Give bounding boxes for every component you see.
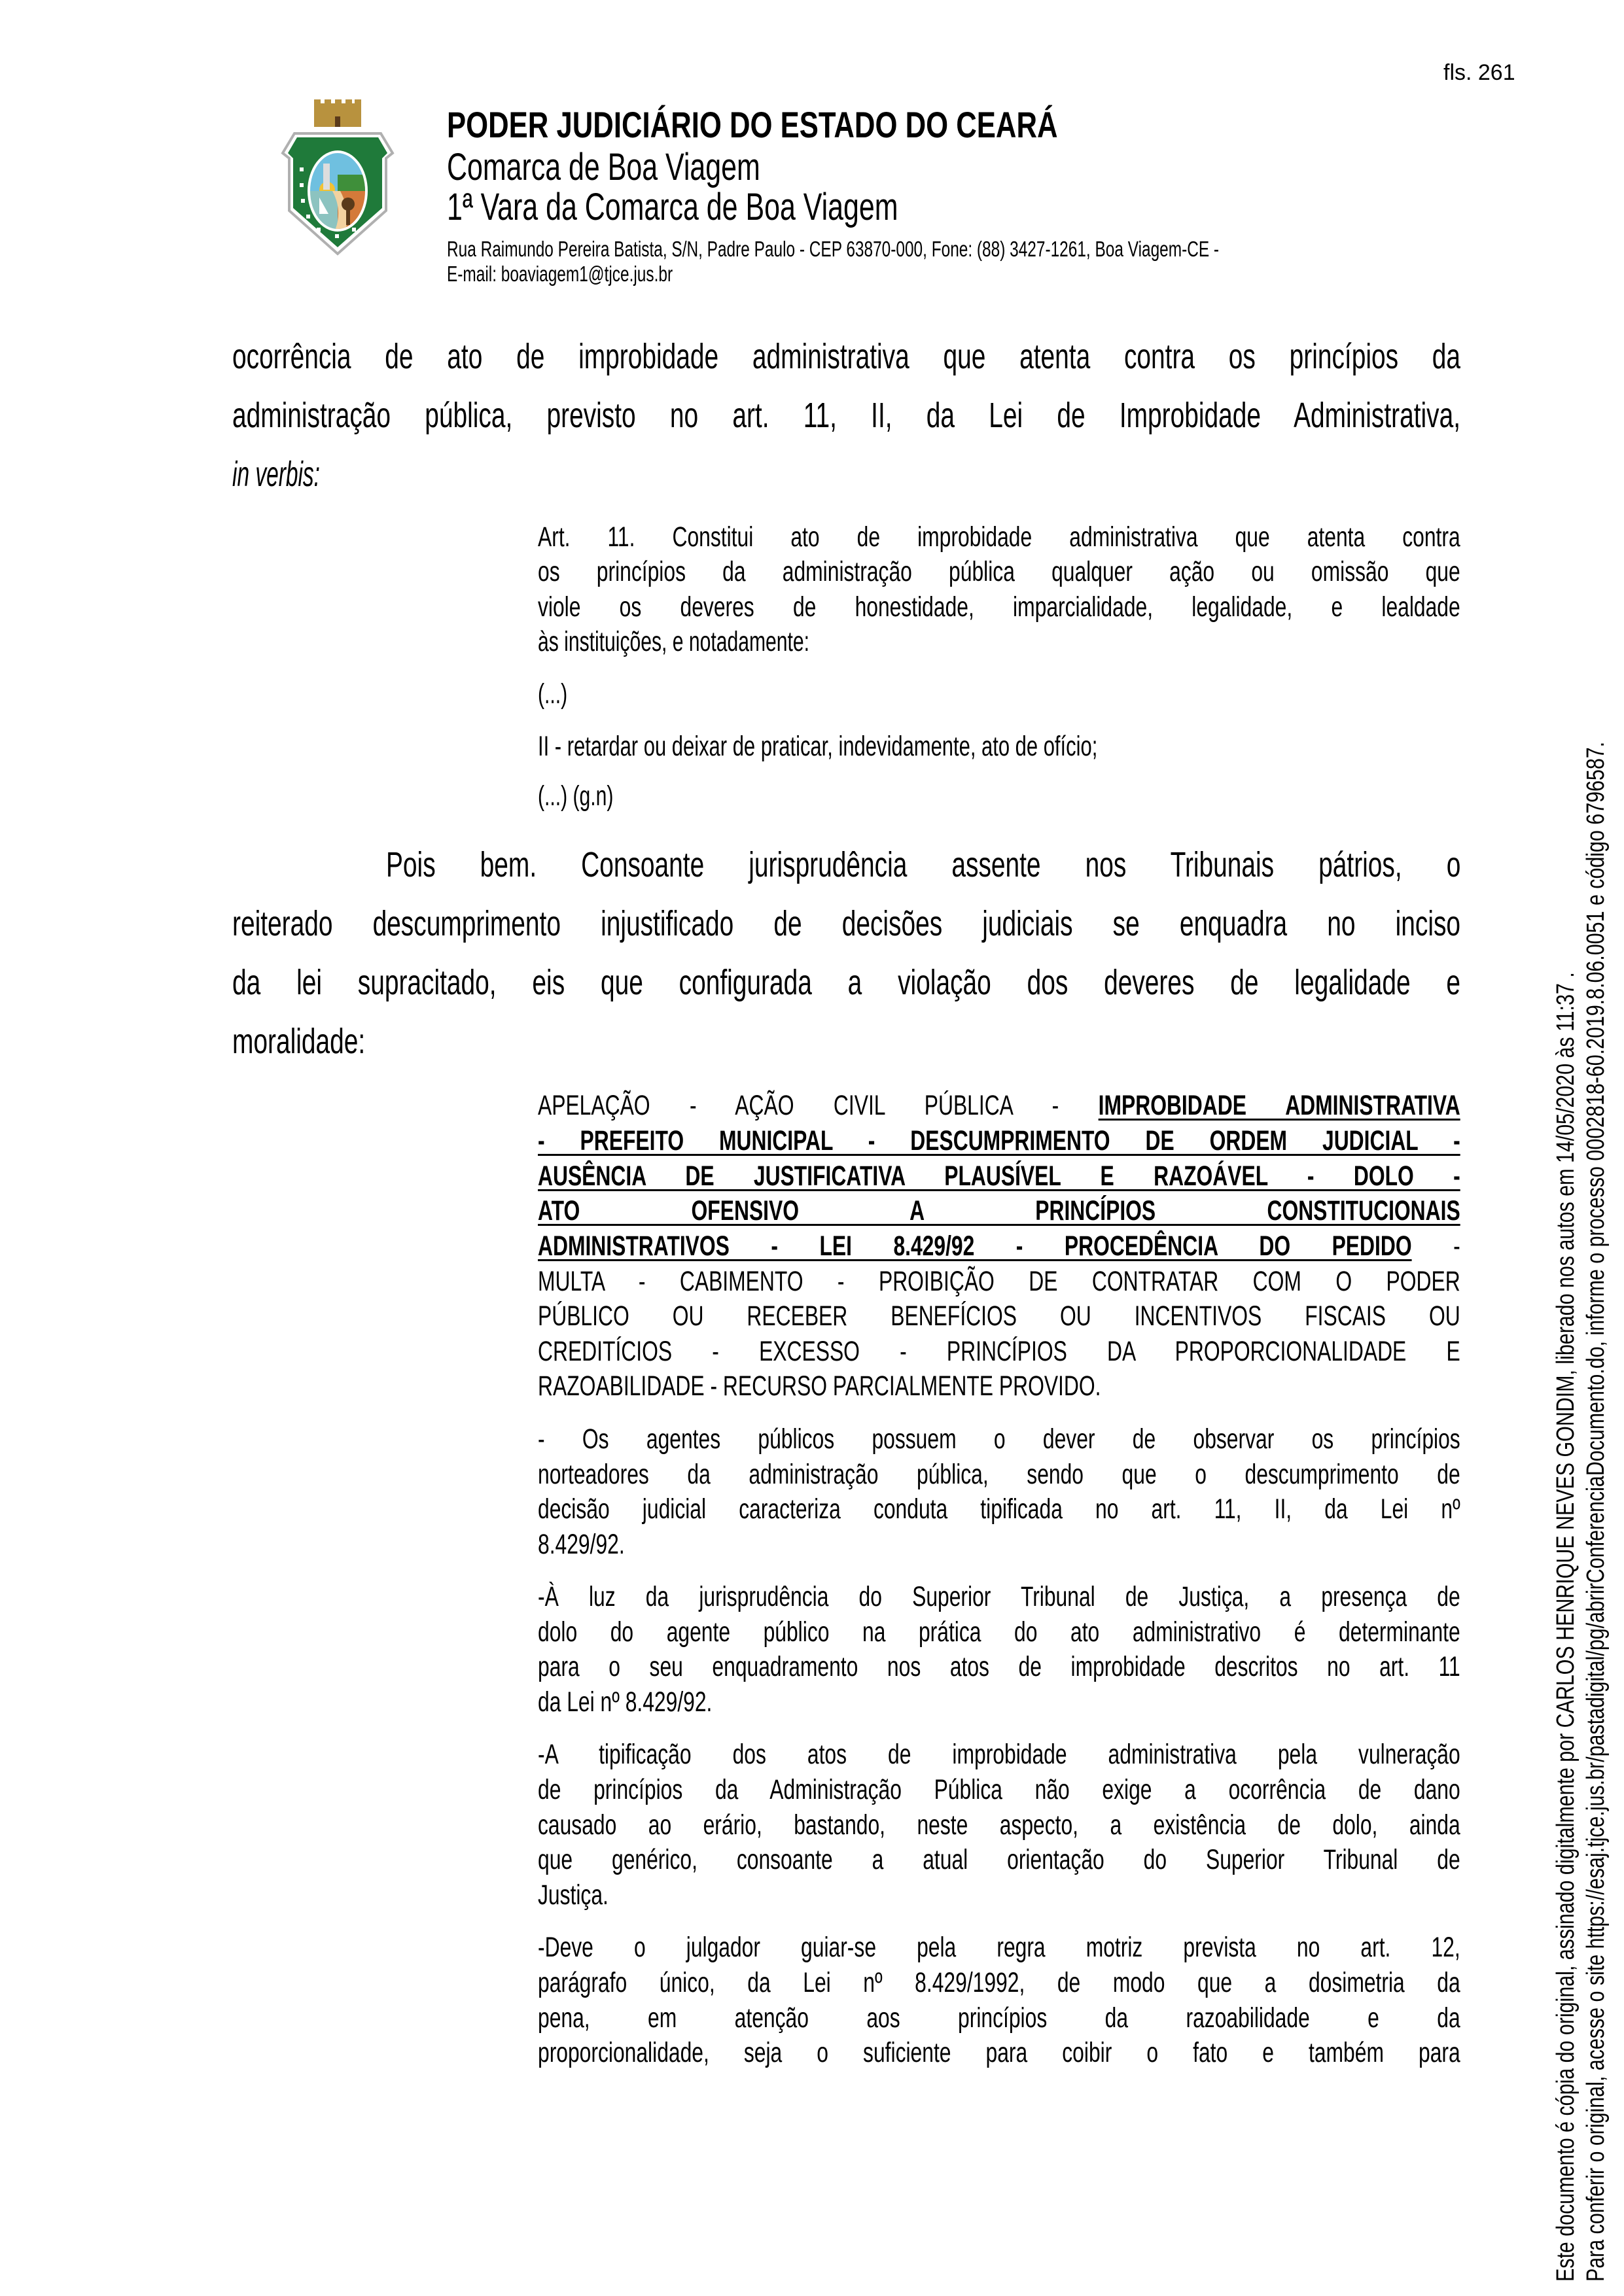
ementa-item-line: proporcionalidade, seja o suficiente para coibir o fato e também para [538, 2037, 1460, 2068]
ementa-item-line: que genérico, consoante a atual orientação do Superior Tribunal de [538, 1844, 1460, 1875]
ementa-item-line: -Deve o julgador guiar-se pela regra motriz prevista no art. 12, [538, 1932, 1460, 1963]
comarca-name: Comarca de Boa Viagem [447, 146, 760, 188]
ementa-item-line: decisão judicial caracteriza conduta tipificada no art. 11, II, da Lei nº [538, 1493, 1460, 1525]
ementa-line: AUSÊNCIA DE JUSTIFICATIVA PLAUSÍVEL E RAZOÁVEL - DOLO - [538, 1160, 1460, 1192]
ementa-item-line: norteadores da administração pública, sendo que o descumprimento de [538, 1459, 1460, 1490]
text-line: Pois bem. Consoante jurisprudência assente nos Tribunais pátrios, o [386, 845, 1461, 884]
ementa-item-line: para o seu enquadramento nos atos de improbidade descritos no art. 11 [538, 1651, 1460, 1682]
text-line: ocorrência de ato de improbidade administrativa que atenta contra os princípios da [232, 337, 1461, 376]
quote-closing: (...) (g.n) [538, 780, 614, 812]
text-line: moralidade: [232, 1022, 366, 1061]
ementa-line: ATO OFENSIVO A PRINCÍPIOS CONSTITUCIONAIS [538, 1195, 1460, 1226]
vara-name: 1ª Vara da Comarca de Boa Viagem [447, 186, 898, 228]
text-line: reiterado descumprimento injustificado de decisões judiciais se enquadra no inciso [232, 904, 1461, 943]
ementa-item-line: de princípios da Administração Pública não exige a ocorrência de dano [538, 1774, 1460, 1805]
ementa-line: - PREFEITO MUNICIPAL - DESCUMPRIMENTO DE ORDEM JUDICIAL - [538, 1125, 1460, 1157]
ementa-item-line: -A tipificação dos atos de improbidade administrativa pela vulneração [538, 1739, 1460, 1770]
margin-verification-note: Para conferir o original, acesse o site https://esaj.tjce.jus.br/pastadigital/pg/abrirConferenciaDocumento.do, informe o processo 0002818-60.2019.8.06.0051 e código 6796587. [1582, 741, 1610, 2282]
quote-line: Art. 11. Constitui ato de improbidade administrativa que atenta contra [538, 521, 1460, 553]
ementa-line: PÚBLICO OU RECEBER BENEFÍCIOS OU INCENTIVOS FISCAIS OU [538, 1300, 1460, 1332]
ementa-bold: IMPROBIDADE ADMINISTRATIVA [1098, 1090, 1460, 1121]
ementa-line: RAZOABILIDADE - RECURSO PARCIALMENTE PROVIDO. [538, 1370, 1101, 1402]
text-line: da lei supracitado, eis que configurada a violação dos deveres de legalidade e [232, 963, 1461, 1002]
ementa-item-line: -À luz da jurisprudência do Superior Tribunal de Justiça, a presença de [538, 1581, 1460, 1612]
ementa-line [538, 1088, 1460, 1123]
ementa-item-line: dolo do agente público na prática do ato administrativo é determinante [538, 1616, 1460, 1648]
court-email: E-mail: boaviagem1@tjce.jus.br [447, 262, 673, 286]
text-line: administração pública, previsto no art. 11, II, da Lei de Improbidade Administrativa, [232, 396, 1461, 435]
ementa-item-line: 8.429/92. [538, 1529, 625, 1560]
ementa-plain: - [1411, 1230, 1460, 1262]
quote-line: os princípios da administração pública qualquer ação ou omissão que [538, 556, 1460, 587]
ementa-item-line: - Os agentes públicos possuem o dever de observar os princípios [538, 1423, 1460, 1455]
ementa-plain: APELAÇÃO - AÇÃO CIVIL PÚBLICA - [538, 1090, 1099, 1121]
quote-ellipsis: (...) [538, 678, 568, 710]
ementa-item-line: Justiça. [538, 1879, 609, 1911]
ementa-item-line: parágrafo único, da Lei nº 8.429/1992, de modo que a dosimetria da [538, 1967, 1460, 1998]
ementa-line [538, 1228, 1460, 1264]
in-verbis-label: in verbis: [232, 455, 320, 494]
page-number: fls. 261 [1443, 60, 1515, 85]
quote-line: viole os deveres de honestidade, imparcialidade, legalidade, e lealdade [538, 591, 1460, 623]
court-address: Rua Raimundo Pereira Batista, S/N, Padre Paulo - CEP 63870-000, Fone: (88) 3427-1261, Boa Viagem-CE - [447, 237, 1220, 261]
quote-item-ii: II - retardar ou deixar de praticar, indevidamente, ato de ofício; [538, 731, 1098, 762]
ementa-item-line: pena, em atenção aos princípios da razoabilidade e da [538, 2002, 1460, 2034]
margin-authentication-note: Este documento é cópia do original, assinado digitalmente por CARLOS HENRIQUE NEVES GONDIM, liberado nos autos em 14/05/2020 às 11:37 . [1552, 972, 1580, 2282]
ceara-coat-of-arms-icon [280, 99, 395, 256]
ementa-line: CREDITÍCIOS - EXCESSO - PRINCÍPIOS DA PROPORCIONALIDADE E [538, 1336, 1460, 1367]
court-title: PODER JUDICIÁRIO DO ESTADO DO CEARÁ [447, 104, 1058, 145]
ementa-item-line: da Lei nº 8.429/92. [538, 1686, 713, 1718]
ementa-item-line: causado ao erário, bastando, neste aspecto, a existência de dolo, ainda [538, 1809, 1460, 1841]
ementa-bold: ADMINISTRATIVOS - LEI 8.429/92 - PROCEDÊNCIA DO PEDIDO [538, 1230, 1412, 1262]
quote-line: às instituições, e notadamente: [538, 626, 809, 657]
ementa-line: MULTA - CABIMENTO - PROIBIÇÃO DE CONTRATAR COM O PODER [538, 1266, 1460, 1297]
